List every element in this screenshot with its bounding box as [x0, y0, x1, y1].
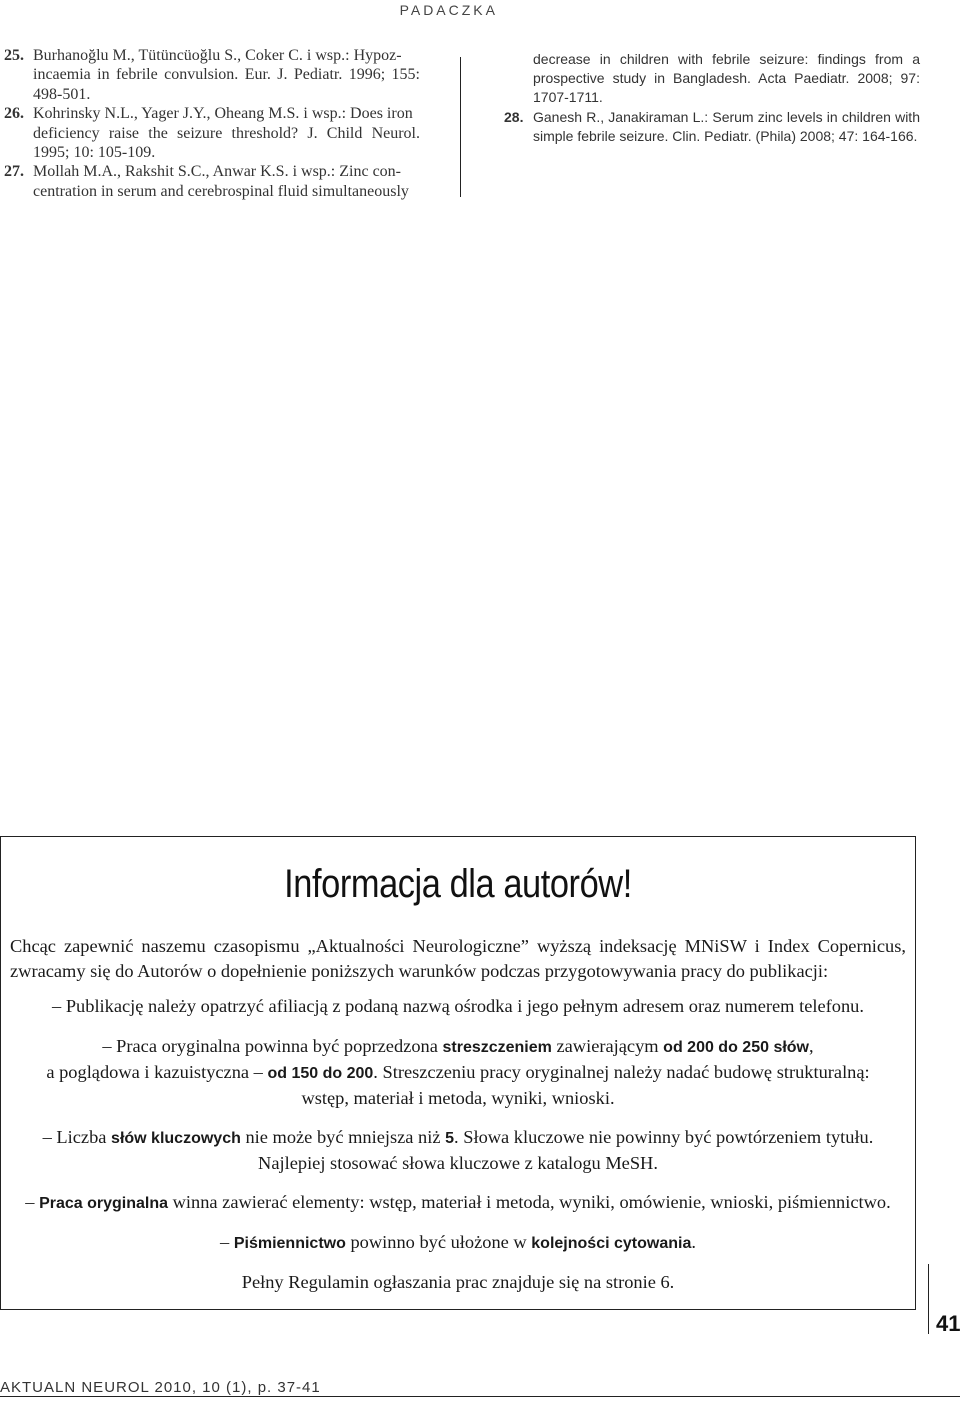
text-segment: a poglądowa i kazuistyczna – [46, 1062, 268, 1082]
text-segment: – Liczba [42, 1127, 112, 1147]
emphasis: kolejności cytowania [531, 1235, 692, 1252]
info-title: Informacja dla autorów! [284, 862, 632, 906]
emphasis: od 200 do 250 słów [663, 1039, 809, 1056]
reference-25 [4, 46, 420, 104]
page-number: 41 [936, 1311, 960, 1336]
references-left-column [4, 46, 420, 201]
reference-text: Ganesh R., Janakiraman L.: Serum zinc levels in children with simple febrile seizure. Clin. Pediatr. (Phila) 2008; 47: 164-166. [533, 108, 920, 144]
info-regulations-note: Pełny Regulamin ogłaszania prac znajduje się na stronie 6. [241, 1272, 675, 1292]
footer-citation: AKTUALN NEUROL 2010, 10 (1), p. 37-41 [0, 1379, 321, 1396]
text-segment: powinno być ułożone w [345, 1232, 532, 1252]
text-segment: – [220, 1232, 234, 1252]
text-segment: wstęp, materiał i metoda, wyniki, wnioski. [301, 1088, 615, 1108]
text-segment: . Streszczeniu pracy oryginalnej należy nadać budowę strukturalną: [373, 1062, 870, 1082]
section-header: PADACZKA [399, 2, 498, 18]
info-point-keywords [10, 1125, 906, 1176]
reference-text-continued: deficiency raise the seizure threshold? J. Child Neurol. 1995; 10: 105-109. [33, 124, 420, 162]
reference-28 [504, 108, 920, 146]
text-segment: Najlepiej stosować słowa kluczowe z katalogu MeSH. [258, 1153, 658, 1173]
reference-text: Burhanoğlu M., Tütüncüoğlu S., Coker C. i wsp.: Hypoz- [33, 47, 402, 64]
text-segment: – [25, 1192, 40, 1212]
emphasis: Praca oryginalna [39, 1195, 169, 1212]
text-segment: winna zawierać elementy: wstęp, materiał i metoda, wyniki, omówienie, wnioski, piśmiennictwo. [168, 1192, 891, 1212]
reference-number: 26. [4, 105, 24, 123]
emphasis: słów kluczowych [111, 1130, 241, 1147]
reference-number: 25. [4, 47, 24, 64]
emphasis: Piśmiennictwo [233, 1235, 346, 1252]
reference-text-continued: centration in serum and cerebrospinal fluid simultaneously [33, 182, 409, 200]
info-intro: Chcąc zapewnić naszemu czasopismu „Aktualności Neurologiczne” wyższą indeksację MNiSW i Index Copernicus, zwracamy się do Autorów o dopełnienie poniższych warunków podczas przygotowywania pracy do publikacji: [10, 936, 906, 981]
reference-text-continued: incaemia in febrile convulsion. Eur. J. Pediatr. 1996; 155: 498-501. [33, 66, 420, 103]
references-right-column [504, 50, 920, 146]
reference-number: 27. [4, 163, 24, 181]
info-point-references [10, 1230, 906, 1256]
page-number-rule [928, 1264, 929, 1334]
text-segment: – Praca oryginalna powinna być poprzedzona [102, 1036, 443, 1056]
reference-27 [4, 162, 420, 201]
reference-27-continued [504, 50, 920, 108]
info-point-structure [10, 1190, 906, 1216]
reference-text: decrease in children with febrile seizure: findings from a prospective study in Bangladesh. Acta Paediatr. 2008; 97: 1707-1711. [533, 51, 920, 106]
reference-26 [4, 104, 420, 162]
text-segment: . Słowa kluczowe nie powinny być powtórzeniem tytułu. [454, 1127, 874, 1147]
reference-text: Mollah M.A., Rakshit S.C., Anwar K.S. i wsp.: Zinc con- [33, 163, 401, 181]
text-segment: nie może być mniejsza niż [240, 1127, 446, 1147]
text-segment: zawierającym [551, 1036, 664, 1056]
emphasis: 5 [445, 1130, 455, 1147]
reference-number: 28. [504, 108, 524, 125]
emphasis: streszczeniem [442, 1039, 552, 1056]
info-point-abstract [10, 1034, 906, 1111]
text-segment: , [809, 1036, 814, 1056]
reference-text: Kohrinsky N.L., Yager J.Y., Oheang M.S. i wsp.: Does iron [33, 105, 413, 123]
footer-rule [0, 1396, 960, 1397]
column-divider [460, 57, 461, 197]
info-body [10, 934, 906, 1295]
info-point-affiliation: – Publikację należy opatrzyć afiliacją z podaną nazwą ośrodka i jego pełnym adresem oraz numerem telefonu. [52, 996, 864, 1016]
text-segment: . [691, 1232, 696, 1252]
emphasis: od 150 do 200 [267, 1065, 374, 1082]
